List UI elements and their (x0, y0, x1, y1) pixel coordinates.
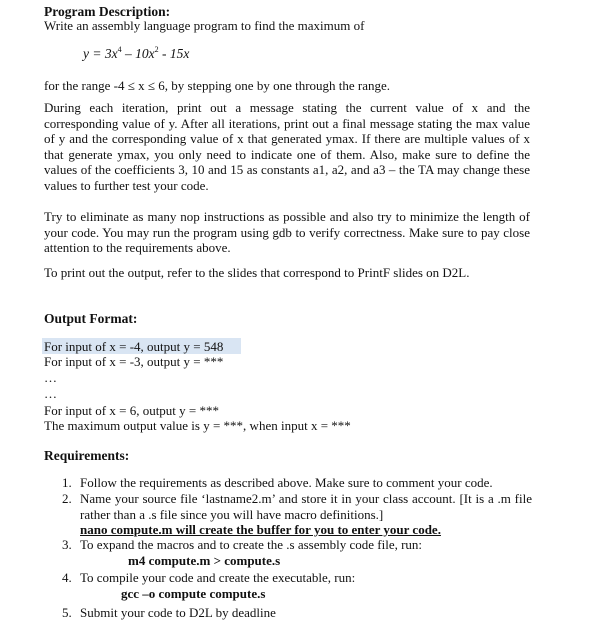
output-line-4: The maximum output value is y = ***, when input x = *** (44, 418, 351, 433)
requirement-text: nano compute.m will create the buffer for you to enter your code. (80, 522, 441, 537)
output-line-3: For input of x = 6, output y = *** (44, 403, 219, 418)
iteration-paragraph: During each iteration, print out a message stating the current value of x and the corresponding value of y. After all iterations, print out a final message stating the max value of y and the corresponding value of x that generated ymax. If there are multiple values of x that generate ymax, you only need to indicate one of them. Also, make sure to define the values of the coefficients 3, 10 and 15 as constants a1, a2, and a3 – the TA may change these values to further test your code. (44, 100, 530, 193)
output-line-2: For input of x = -3, output y = *** (44, 354, 224, 369)
requirement-item-4 (62, 570, 532, 586)
equation-exp2: 2 (154, 45, 159, 54)
equation-mid: – 10x (121, 46, 155, 61)
equation-lhs: y = 3x (83, 46, 118, 61)
requirement-number: 5. (62, 605, 72, 620)
printf-paragraph: To print out the output, refer to the slides that correspond to PrintF slides on D2L. (44, 265, 470, 280)
output-format-heading: Output Format: (44, 311, 138, 326)
requirement-text: Name your source file ‘lastname2.m’ and store it in your class account. [It is a .m file rather than a .s file since you will have macro definitions.] (80, 491, 532, 522)
requirement-nano-line (80, 522, 441, 538)
equation-exp1: 4 (117, 45, 122, 54)
requirement-item-5 (62, 605, 532, 621)
requirements-heading: Requirements: (44, 448, 130, 463)
optimization-paragraph: Try to eliminate as many nop instructions as possible and also try to minimize the length of your code. You may run the program using gdb to verify correctness. Make sure to pay close attention to the requirements above. (44, 209, 530, 255)
requirement-number: 1. (62, 475, 72, 490)
requirement-item-1 (62, 475, 532, 491)
requirement-number: 3. (62, 537, 72, 552)
requirement-text: To compile your code and create the executable, run: (80, 570, 356, 585)
output-line-1: For input of x = -4, output y = 548 (44, 339, 224, 354)
requirement-text: Follow the requirements as described above. Make sure to comment your code. (80, 475, 493, 490)
requirement-number: 4. (62, 570, 72, 585)
program-description-heading: Program Description: (44, 4, 171, 19)
equation (83, 42, 189, 62)
equation-rhs: - 15x (158, 46, 190, 61)
requirement-text: Submit your code to D2L by deadline (80, 605, 276, 620)
program-intro: Write an assembly language program to find the maximum of (44, 18, 365, 33)
requirement-text: To expand the macros and to create the .s assembly code file, run: (80, 537, 423, 552)
requirement-number: 2. (62, 491, 72, 506)
requirement-item-2 (62, 491, 532, 522)
output-ellipsis-2: … (44, 386, 58, 401)
m4-command: m4 compute.m > compute.s (128, 553, 281, 568)
requirement-item-3 (62, 537, 532, 553)
output-ellipsis-1: … (44, 370, 58, 385)
gcc-command: gcc –o compute compute.s (121, 586, 266, 601)
range-text: for the range -4 ≤ x ≤ 6, by stepping one by one through the range. (44, 78, 391, 93)
